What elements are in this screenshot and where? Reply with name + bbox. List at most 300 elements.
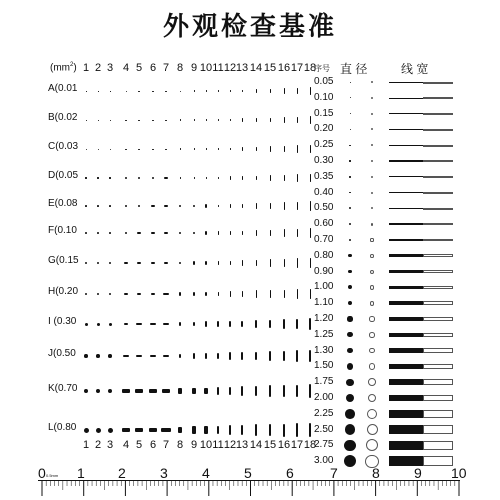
column-number-top: 4	[122, 62, 130, 74]
column-number-top: 14	[249, 62, 263, 74]
row-label: F(0.10	[48, 225, 77, 236]
filled-dot	[344, 455, 357, 468]
defect-mark	[179, 354, 182, 359]
filled-dot	[349, 145, 350, 146]
line-width-outline	[423, 223, 453, 225]
defect-mark	[85, 232, 87, 234]
table-value: 2.50	[314, 423, 334, 435]
line-width-sample	[389, 239, 423, 241]
defect-mark	[309, 384, 311, 398]
defect-mark	[230, 119, 231, 121]
defect-mark	[179, 262, 181, 265]
defect-mark	[229, 352, 230, 359]
line-width-outline	[423, 441, 453, 450]
hollow-circle	[370, 270, 374, 274]
line-width-outline	[423, 270, 453, 273]
defect-mark	[110, 149, 111, 150]
defect-mark	[284, 175, 285, 182]
hollow-circle	[371, 176, 373, 178]
defect-mark	[284, 146, 285, 152]
hollow-circle	[367, 409, 377, 419]
column-number-bottom: 9	[190, 439, 198, 451]
defect-mark	[206, 148, 207, 151]
table-value: 0.40	[314, 186, 334, 198]
defect-mark	[230, 90, 231, 92]
table-value: 0.35	[314, 170, 334, 182]
defect-mark	[283, 319, 284, 329]
defect-mark	[135, 389, 142, 393]
defect-mark	[255, 386, 257, 396]
defect-mark	[164, 262, 169, 264]
defect-mark	[256, 176, 257, 181]
defect-mark	[218, 90, 219, 91]
filled-dot	[349, 223, 352, 226]
defect-mark	[125, 205, 128, 206]
hollow-circle	[371, 113, 373, 115]
column-number-top: 16	[277, 62, 291, 74]
defect-mark	[296, 423, 298, 437]
table-value: 2.25	[314, 407, 334, 419]
defect-mark	[125, 149, 127, 150]
line-width-outline	[423, 208, 453, 210]
defect-mark	[180, 177, 181, 179]
line-width-sample	[389, 395, 423, 402]
column-number-top: 12	[223, 62, 237, 74]
filled-dot	[345, 424, 356, 435]
column-number-top: 18	[303, 62, 317, 74]
hollow-circle	[369, 363, 376, 370]
table-value: 0.70	[314, 234, 334, 245]
filled-dot	[345, 409, 354, 418]
line-width-sample	[389, 208, 423, 210]
row-label: G(0.15	[48, 255, 79, 266]
column-number-bottom: 12	[223, 439, 237, 451]
defect-mark	[193, 292, 195, 296]
defect-mark	[193, 322, 195, 327]
ruler-number: 9	[414, 465, 422, 481]
linewidth-header: 线 宽	[401, 62, 429, 76]
defect-mark	[98, 91, 99, 92]
defect-mark	[270, 290, 271, 298]
table-value: 0.20	[314, 123, 334, 135]
line-width-sample	[389, 145, 423, 146]
ruler-number: 3	[160, 465, 168, 481]
hollow-circle	[370, 285, 374, 289]
filled-dot	[348, 285, 352, 289]
filled-dot	[348, 301, 353, 306]
defect-mark	[109, 232, 111, 234]
table-value: 1.30	[314, 344, 334, 356]
defect-mark	[109, 323, 112, 326]
hollow-circle	[370, 301, 375, 306]
hollow-circle	[367, 424, 378, 435]
ruler-number: 4	[202, 465, 210, 481]
defect-mark	[193, 232, 194, 235]
ruler-number: 5	[244, 465, 252, 481]
defect-mark	[194, 177, 195, 179]
defect-mark	[194, 119, 195, 121]
column-number-bottom: 2	[94, 439, 102, 451]
defect-mark	[84, 428, 89, 433]
defect-mark	[230, 291, 231, 296]
line-width-sample	[389, 98, 423, 99]
defect-mark	[193, 353, 196, 358]
row-label: H(0.20	[48, 286, 79, 297]
defect-mark	[205, 261, 207, 265]
defect-mark	[256, 230, 257, 236]
line-width-sample	[389, 286, 423, 289]
line-width-outline	[423, 456, 453, 466]
line-width-sample	[389, 425, 423, 434]
defect-mark	[218, 292, 219, 296]
defect-mark	[179, 232, 180, 234]
defect-mark	[218, 231, 219, 234]
defect-mark	[230, 261, 231, 266]
defect-mark	[310, 87, 311, 94]
hollow-circle	[371, 160, 373, 162]
unit-label-text: (mm	[50, 62, 70, 74]
defect-mark	[163, 355, 170, 358]
table-value: 1.50	[314, 360, 334, 372]
defect-mark	[310, 145, 311, 153]
defect-mark	[152, 120, 154, 121]
hollow-circle	[371, 81, 373, 83]
column-number-top: 1	[82, 62, 90, 74]
defect-mark	[86, 91, 87, 92]
filled-dot	[347, 348, 352, 353]
defect-mark	[242, 147, 243, 151]
diameter-header: 直 径	[340, 62, 368, 76]
defect-mark	[284, 229, 285, 237]
filled-dot	[346, 379, 353, 386]
column-number-top: 7	[162, 62, 170, 74]
defect-mark	[110, 120, 111, 121]
defect-mark	[180, 119, 181, 120]
row-label: B(0.02	[48, 112, 78, 123]
hollow-circle	[368, 394, 377, 403]
defect-mark	[297, 88, 298, 94]
defect-mark	[270, 146, 271, 151]
hollow-circle	[369, 348, 375, 354]
line-width-outline	[423, 395, 453, 402]
table-value: 0.25	[314, 139, 334, 151]
column-number-bottom: 4	[122, 439, 130, 451]
defect-mark	[242, 118, 243, 121]
table-value: 3.00	[314, 455, 334, 467]
defect-mark	[296, 350, 297, 362]
defect-mark	[138, 205, 141, 206]
defect-mark	[98, 149, 99, 150]
column-number-top: 6	[149, 62, 157, 74]
defect-mark	[124, 323, 129, 325]
filled-dot	[349, 239, 352, 242]
filled-dot	[350, 97, 351, 98]
defect-mark	[242, 231, 243, 236]
hollow-circle	[371, 128, 373, 130]
defect-mark	[136, 323, 141, 325]
defect-mark	[85, 293, 88, 296]
defect-mark	[97, 232, 99, 234]
defect-mark	[205, 321, 207, 326]
defect-mark	[309, 318, 310, 329]
line-width-sample	[389, 192, 423, 193]
column-number-top: 9	[190, 62, 198, 74]
defect-mark	[310, 258, 311, 268]
defect-mark	[151, 205, 154, 206]
defect-mark	[309, 423, 311, 438]
line-width-outline	[423, 160, 453, 162]
defect-mark	[206, 119, 207, 121]
filled-dot	[350, 113, 351, 114]
table-value: 0.50	[314, 202, 334, 214]
column-number-bottom: 7	[162, 439, 170, 451]
column-number-bottom: 15	[263, 439, 277, 451]
defect-mark	[296, 385, 298, 398]
defect-mark	[178, 427, 182, 434]
defect-mark	[297, 117, 298, 124]
ruler	[38, 480, 460, 500]
filled-dot	[347, 363, 353, 369]
table-value: 0.05	[314, 76, 334, 87]
column-number-top: 10	[199, 62, 213, 74]
line-width-outline	[423, 410, 453, 418]
defect-mark	[97, 323, 100, 326]
defect-mark	[96, 428, 101, 433]
line-width-sample	[389, 301, 423, 305]
defect-mark	[241, 321, 242, 328]
defect-mark	[137, 232, 140, 233]
column-number-top: 13	[235, 62, 249, 74]
defect-mark	[125, 177, 127, 178]
defect-mark	[256, 118, 257, 122]
hollow-circle	[370, 238, 373, 241]
defect-mark	[283, 385, 285, 397]
defect-mark	[109, 177, 110, 178]
line-width-sample	[389, 348, 423, 352]
defect-mark	[135, 428, 143, 432]
defect-mark	[270, 118, 271, 123]
defect-mark	[310, 201, 311, 210]
column-number-bottom: 1	[82, 439, 90, 451]
defect-mark	[137, 262, 141, 264]
defect-mark	[178, 388, 181, 394]
hollow-circle	[371, 223, 374, 226]
defect-mark	[269, 385, 271, 396]
defect-mark	[164, 232, 168, 233]
defect-mark	[108, 428, 113, 433]
defect-mark	[206, 177, 207, 180]
defect-mark	[270, 203, 271, 209]
defect-mark	[256, 203, 257, 208]
unit-label	[50, 62, 77, 73]
defect-mark	[110, 91, 111, 92]
defect-mark	[255, 424, 257, 435]
defect-mark	[218, 205, 219, 208]
filled-dot	[348, 254, 351, 257]
ruler-number: 7	[330, 465, 338, 481]
defect-mark	[297, 229, 298, 237]
defect-mark	[151, 232, 155, 233]
column-number-top: 2	[94, 62, 102, 74]
line-width-outline	[423, 364, 453, 369]
defect-mark	[97, 205, 99, 207]
defect-mark	[98, 120, 99, 121]
defect-mark	[204, 426, 208, 434]
defect-mark	[269, 320, 270, 329]
column-number-bottom: 13	[235, 439, 249, 451]
defect-mark	[138, 120, 140, 121]
defect-mark	[205, 231, 206, 235]
defect-mark	[284, 88, 285, 94]
row-label: C(0.03	[48, 141, 79, 152]
ruler-number: 8	[372, 465, 380, 481]
defect-mark	[108, 354, 112, 358]
table-value: 2.00	[314, 392, 334, 403]
defect-mark	[165, 120, 167, 121]
defect-mark	[269, 424, 271, 436]
defect-mark	[284, 117, 285, 123]
defect-mark	[284, 259, 285, 267]
defect-mark	[152, 149, 154, 150]
ruler-number: 1	[77, 465, 85, 481]
table-value: 0.90	[314, 265, 334, 277]
line-width-outline	[423, 176, 453, 178]
defect-mark	[125, 120, 126, 121]
defect-mark	[256, 260, 257, 266]
defect-mark	[151, 293, 156, 295]
defect-mark	[283, 424, 285, 437]
defect-mark	[84, 389, 88, 393]
row-label: E(0.08	[48, 198, 78, 209]
defect-mark	[218, 148, 219, 150]
defect-mark	[256, 290, 257, 297]
defect-mark	[217, 321, 218, 326]
defect-mark	[124, 262, 128, 264]
table-value: 0.60	[314, 218, 334, 230]
defect-mark	[136, 355, 142, 358]
defect-mark	[150, 323, 156, 325]
line-width-outline	[423, 286, 453, 289]
filled-dot	[350, 129, 351, 130]
table-value: 0.80	[314, 249, 334, 261]
table-value: 1.25	[314, 328, 334, 340]
defect-mark	[109, 205, 111, 207]
column-number-bottom: 14	[249, 439, 263, 451]
defect-mark	[296, 319, 297, 330]
defect-mark	[284, 290, 285, 299]
defect-mark	[310, 116, 311, 124]
line-width-sample	[389, 113, 423, 114]
defect-mark	[97, 293, 100, 296]
defect-mark	[97, 262, 99, 264]
line-width-outline	[423, 145, 453, 147]
defect-mark	[180, 148, 181, 149]
defect-mark	[297, 258, 298, 267]
line-width-sample	[389, 317, 423, 321]
filled-dot	[349, 176, 350, 177]
row-label: K(0.70	[48, 383, 78, 394]
defect-mark	[297, 145, 298, 152]
defect-mark	[229, 425, 231, 434]
filled-dot	[347, 332, 352, 337]
hollow-circle	[368, 378, 376, 386]
defect-mark	[230, 204, 231, 208]
hollow-circle	[371, 192, 373, 194]
defect-mark	[194, 148, 195, 150]
defect-mark	[241, 352, 242, 360]
defect-mark	[256, 147, 257, 151]
line-width-outline	[423, 333, 453, 337]
line-width-sample	[389, 223, 423, 225]
defect-mark	[109, 262, 111, 264]
defect-mark	[205, 292, 207, 297]
filled-dot	[349, 192, 351, 194]
defect-mark	[255, 320, 256, 328]
defect-mark	[109, 293, 112, 296]
row-label: L(0.80	[48, 422, 77, 433]
line-width-sample	[389, 160, 423, 161]
defect-mark	[138, 149, 140, 150]
line-width-outline	[423, 317, 453, 321]
line-width-outline	[423, 82, 453, 84]
line-width-sample	[389, 441, 423, 450]
defect-mark	[151, 262, 155, 264]
defect-mark	[283, 351, 284, 362]
table-value: 0.30	[314, 155, 334, 166]
defect-mark	[310, 289, 311, 300]
table-value: 0.15	[314, 107, 334, 119]
column-number-top: 17	[290, 62, 304, 74]
defect-mark	[193, 261, 195, 264]
defect-mark	[86, 149, 87, 150]
defect-mark	[137, 293, 142, 295]
line-width-outline	[423, 301, 453, 305]
defect-mark	[192, 426, 196, 433]
defect-mark	[230, 231, 231, 235]
table-value: 1.75	[314, 376, 334, 388]
line-width-outline	[423, 113, 453, 115]
defect-mark	[179, 322, 181, 326]
page-title: 外观检查基准	[162, 11, 337, 41]
column-number-top: 5	[135, 62, 143, 74]
defect-mark	[164, 177, 167, 178]
defect-mark	[309, 350, 310, 362]
line-width-sample	[389, 82, 423, 83]
defect-mark	[218, 119, 219, 120]
unit-sup: 2	[70, 62, 74, 68]
defect-mark	[204, 388, 207, 395]
defect-mark	[256, 89, 257, 93]
line-width-sample	[389, 254, 423, 257]
defect-mark	[163, 293, 168, 295]
defect-mark	[97, 177, 98, 178]
row-label: D(0.05	[48, 170, 79, 181]
table-value: 1.10	[314, 297, 334, 309]
filled-dot	[347, 316, 352, 321]
filled-dot	[349, 207, 351, 209]
defect-mark	[217, 426, 219, 435]
defect-mark	[229, 321, 230, 327]
defect-mark	[85, 177, 86, 178]
column-number-bottom: 8	[176, 439, 184, 451]
column-number-bottom: 16	[277, 439, 291, 451]
ruler-number: 2	[118, 465, 126, 481]
defect-mark	[85, 323, 88, 326]
hollow-circle	[371, 97, 373, 99]
defect-mark	[230, 148, 231, 151]
defect-mark	[229, 387, 231, 395]
defect-mark	[124, 293, 128, 295]
